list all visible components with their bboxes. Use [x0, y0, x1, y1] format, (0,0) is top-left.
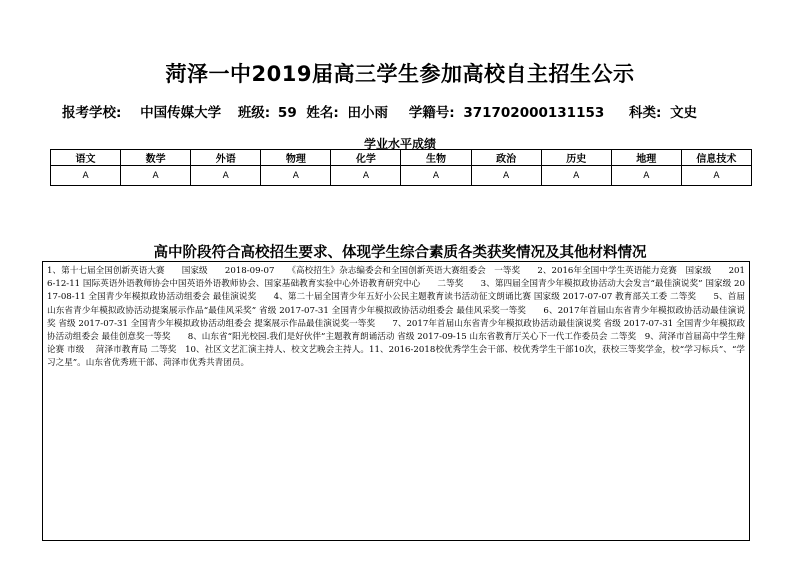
subjects-row: [51, 150, 752, 166]
student-id-value: 371702000131153: [463, 105, 605, 121]
class-value: 59: [277, 105, 297, 121]
school-label: 报考学校:: [62, 105, 122, 121]
grades-row: [51, 166, 752, 186]
subject-cell: 政治: [471, 150, 541, 166]
grade-cell: A: [261, 166, 331, 186]
awards-heading: 高中阶段符合高校招生要求、体现学生综合素质各类获奖情况及其他材料情况: [153, 244, 647, 261]
subject-cell: 数学: [121, 150, 191, 166]
grade-cell: A: [121, 166, 191, 186]
awards-text-box: 1、第十七届全国创新英语大赛 国家级 2018-09-07 《高校招生》杂志编委会和全国创新英语大赛组委会 一等奖 2、2016年全国中学生英语能力竞赛 国家级 2016-12-11 国际英语外语教师协会中国英语外语教师协会、国家基础教育实验中心外语教育研究中心 二等奖 3、第四届全国青少年模拟政协活动大会发言“最佳演说奖” 国家级 2017-08-11 全国青少年模拟政协活动组委会 最佳演说奖 4、第二十届全国青少年五好小公民主题教育读书活动征文朗诵比赛 国家级 2017-07-07 教育部关工委 二等奖 5、首届山东省青少年模拟政协活动提案展示作品“最佳风采奖” 省级 2017-07-31 全国青少年模拟政协活动组委会 最佳风采奖一等奖 6、2017年首届山东省青少年模拟政协活动最佳演说奖 省级 2017-07-31 全国青少年模拟政协活动组委会 提案展示作品最佳演说奖一等奖 7、2017年首届山东省青少年模拟政协活动最佳演说奖 省级 2017-07-31 全国青少年模拟政协活动组委会 最佳创意奖一等奖 8、山东省“阳光校园.我们是好伙伴”主题教育朗诵活动 省级 2017-09-15 山东省教育厅关心下一代工作委员会 二等奖 9、菏泽市首届高中学生辩论赛 市级 菏泽市教育局 二等奖 10、社区文艺汇演主持人、校文艺晚会主持人。11、2016-2018校优秀学生会干部、校优秀学生干部10次，获校三等奖学金，校“学习标兵”、“学习之星”。山东省优秀班干部、菏泽市优秀共青团员。: [42, 261, 750, 541]
subject-cell: 语文: [51, 150, 121, 166]
grade-cell: A: [401, 166, 471, 186]
grade-cell: A: [191, 166, 261, 186]
grade-cell: A: [611, 166, 681, 186]
subject-cell: 物理: [261, 150, 331, 166]
subject-cell: 历史: [541, 150, 611, 166]
subject-cell: 生物: [401, 150, 471, 166]
scores-table: [50, 149, 752, 186]
name-label: 姓名:: [306, 105, 339, 121]
subject-cell: 信息技术: [681, 150, 751, 166]
track-value: 文史: [670, 105, 698, 121]
scores-heading: 学业水平成绩: [363, 137, 436, 151]
student-id-label: 学籍号:: [408, 105, 455, 121]
grade-cell: A: [681, 166, 751, 186]
subject-cell: 外语: [191, 150, 261, 166]
subject-cell: 地理: [611, 150, 681, 166]
track-label: 科类:: [628, 105, 662, 121]
grade-cell: A: [471, 166, 541, 186]
grade-cell: A: [331, 166, 401, 186]
page-title: 菏泽一中2019届高三学生参加高校自主招生公示: [165, 62, 635, 86]
grade-cell: A: [51, 166, 121, 186]
grade-cell: A: [541, 166, 611, 186]
student-info-line: [62, 101, 697, 121]
class-label: 班级:: [237, 105, 271, 121]
name-value: 田小雨: [347, 105, 389, 121]
school-value: 中国传媒大学: [140, 105, 222, 121]
subject-cell: 化学: [331, 150, 401, 166]
